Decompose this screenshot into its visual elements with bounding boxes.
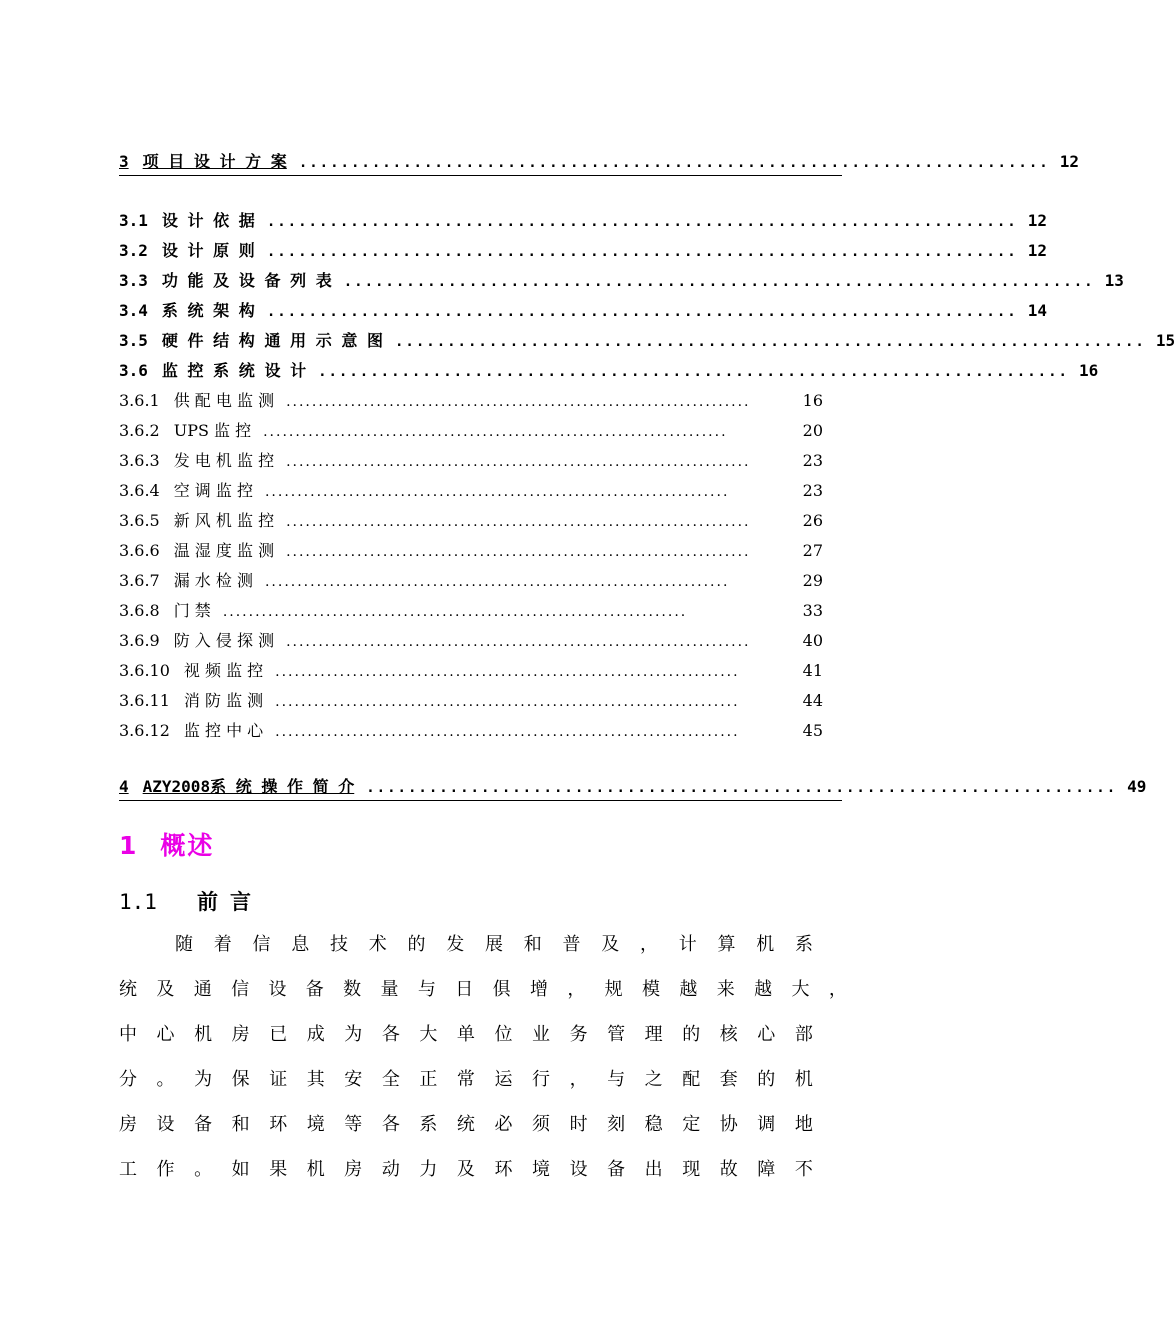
- toc-leader: ........................................................................: [266, 244, 1018, 260]
- toc-page-number: 12: [1027, 241, 1047, 260]
- toc-number: 3.6.11: [119, 691, 170, 710]
- paragraph-line: 随 着 信 息 技 术 的 发 展 和 普 及 ， 计 算 机 系: [175, 934, 813, 955]
- chapter-number: 1: [119, 831, 139, 860]
- section-heading: [119, 886, 263, 916]
- toc-page-number: 40: [802, 631, 823, 650]
- toc-leader: ........................................................................: [286, 394, 751, 410]
- toc-leader: ........................................................................: [275, 664, 740, 680]
- toc-leader: ........................................................................: [298, 155, 1050, 171]
- toc-title: UPS 监 控: [173, 421, 252, 440]
- toc-leader: ........................................................................: [366, 780, 1118, 796]
- toc-leader: ........................................................................: [264, 484, 730, 500]
- toc-title: 防 入 侵 探 测: [173, 631, 275, 650]
- toc-number: 3.6.12: [119, 721, 170, 740]
- toc-page-number: 14: [1027, 301, 1047, 320]
- toc-entry-3-6-6[interactable]: [119, 538, 823, 564]
- toc-title: 供 配 电 监 测: [173, 391, 275, 410]
- toc-leader: ........................................................................: [266, 304, 1018, 320]
- toc-number: 3.6.6: [119, 541, 160, 560]
- toc-entry-3-1[interactable]: [119, 208, 1047, 234]
- toc-number: 3.6: [119, 361, 148, 380]
- toc-entry-3-6-7[interactable]: [119, 568, 823, 594]
- paragraph-line: 统 及 通 信 设 备 数 量 与 日 俱 增 ， 规 模 越 来 越 大 ，: [119, 979, 847, 1000]
- toc-title: 门 禁: [173, 601, 211, 620]
- toc-title: 设 计 依 据: [161, 211, 255, 230]
- toc-number: 3.6.8: [119, 601, 160, 620]
- toc-page-number: 20: [802, 421, 823, 440]
- toc-title: 设 计 原 则: [161, 241, 255, 260]
- toc-page-number: 45: [802, 721, 823, 740]
- toc-title: 监 控 系 统 设 计: [161, 361, 307, 380]
- toc-leader: ........................................................................: [318, 364, 1069, 380]
- toc-title: 温 湿 度 监 测: [173, 541, 275, 560]
- toc-title: 监 控 中 心: [183, 721, 264, 740]
- toc-page-number: 23: [802, 481, 823, 500]
- toc-leader: ........................................................................: [286, 634, 751, 650]
- toc-leader: ........................................................................: [394, 334, 1146, 350]
- toc-leader: ........................................................................: [286, 544, 751, 560]
- toc-entry-3-6-5[interactable]: [119, 508, 823, 534]
- toc-entry-3-6[interactable]: [119, 358, 1099, 384]
- toc-leader: ........................................................................: [343, 274, 1095, 290]
- toc-page-number: 26: [802, 511, 823, 530]
- toc-number: 3.6.1: [119, 391, 160, 410]
- toc-page-number: 44: [802, 691, 823, 710]
- toc-number: 4: [119, 777, 129, 796]
- paragraph-line: 中 心 机 房 已 成 为 各 大 单 位 业 务 管 理 的 核 心 部: [119, 1024, 813, 1045]
- toc-entry-4[interactable]: [119, 774, 1147, 801]
- toc-title: 漏 水 检 测: [173, 571, 253, 590]
- toc-title: 硬 件 结 构 通 用 示 意 图: [161, 331, 383, 350]
- toc-entry-3-6-4[interactable]: [119, 478, 823, 504]
- toc-page-number: 16: [802, 391, 823, 410]
- toc-page-number: 16: [1078, 361, 1099, 380]
- toc-leader: ........................................................................: [264, 574, 730, 590]
- toc-entry-3-6-10[interactable]: [119, 658, 823, 684]
- toc-number: 3.2: [119, 241, 148, 260]
- toc-page-number: 13: [1104, 271, 1124, 290]
- toc-number: 3.4: [119, 301, 148, 320]
- toc-title: 新 风 机 监 控: [173, 511, 275, 530]
- toc-page-number: 41: [802, 661, 823, 680]
- toc-entry-3-6-11[interactable]: [119, 688, 823, 714]
- toc-number: 3.6.4: [119, 481, 160, 500]
- toc-entry-3-6-9[interactable]: [119, 628, 823, 654]
- toc-title: 空 调 监 控: [173, 481, 253, 500]
- toc-page-number: 23: [802, 451, 823, 470]
- toc-entry-3-3[interactable]: [119, 268, 1124, 294]
- toc-page-number: 33: [802, 601, 823, 620]
- toc-entry-3-6-2[interactable]: [119, 418, 823, 444]
- toc-number: 3.6.9: [119, 631, 160, 650]
- toc-entry-3-6-8[interactable]: [119, 598, 823, 624]
- toc-title: 消 防 监 测: [183, 691, 264, 710]
- paragraph-line: 房 设 备 和 环 境 等 各 系 统 必 须 时 刻 稳 定 协 调 地: [119, 1114, 813, 1135]
- toc-title: 系 统 架 构: [161, 301, 255, 320]
- toc-page-number: 12: [1027, 211, 1047, 230]
- toc-entry-3-4[interactable]: [119, 298, 1047, 324]
- toc-number: 3.3: [119, 271, 148, 290]
- section-title: 前言: [197, 890, 263, 914]
- toc-number: 3.6.2: [119, 421, 160, 440]
- toc-number: 3.1: [119, 211, 148, 230]
- toc-number: 3.6.3: [119, 451, 160, 470]
- toc-title: 发 电 机 监 控: [173, 451, 275, 470]
- section-number: 1.1: [119, 890, 157, 914]
- toc-page-number: 15: [1155, 331, 1175, 350]
- toc-entry-3[interactable]: [119, 149, 1079, 176]
- toc-page-number: 29: [802, 571, 823, 590]
- toc-number: 3.6.5: [119, 511, 160, 530]
- toc-leader: ........................................................................: [286, 454, 751, 470]
- toc-number: 3.6.10: [119, 661, 170, 680]
- toc-leader: ........................................................................: [275, 724, 740, 740]
- toc-title: 项 目 设 计 方 案: [142, 152, 287, 171]
- toc-page-number: 49: [1127, 777, 1147, 796]
- paragraph-line: 分 。 为 保 证 其 安 全 正 常 运 行 ， 与 之 配 套 的 机: [119, 1069, 813, 1090]
- toc-page-number: 27: [802, 541, 823, 560]
- chapter-heading: [119, 826, 214, 862]
- toc-number: 3: [119, 152, 129, 171]
- toc-entry-3-6-1[interactable]: [119, 388, 823, 414]
- toc-title: AZY2008系 统 操 作 简 介: [142, 777, 355, 796]
- toc-leader: ........................................................................: [222, 604, 688, 620]
- toc-number: 3.5: [119, 331, 148, 350]
- toc-entry-3-5[interactable]: [119, 328, 1175, 354]
- toc-entry-3-6-12[interactable]: [119, 718, 823, 744]
- toc-entry-3-2[interactable]: [119, 238, 1047, 264]
- toc-leader: ........................................................................: [275, 694, 740, 710]
- toc-leader: ........................................................................: [266, 214, 1018, 230]
- toc-title: 功 能 及 设 备 列 表: [161, 271, 332, 290]
- toc-leader: ........................................................................: [286, 514, 751, 530]
- toc-title: 视 频 监 控: [183, 661, 264, 680]
- toc-leader: ........................................................................: [263, 424, 728, 440]
- toc-page-number: 12: [1059, 152, 1079, 171]
- toc-number: 3.6.7: [119, 571, 160, 590]
- paragraph-line: 工 作 。 如 果 机 房 动 力 及 环 境 设 备 出 现 故 障 不: [119, 1159, 813, 1180]
- chapter-title: 概述: [160, 831, 215, 860]
- toc-entry-3-6-3[interactable]: [119, 448, 823, 474]
